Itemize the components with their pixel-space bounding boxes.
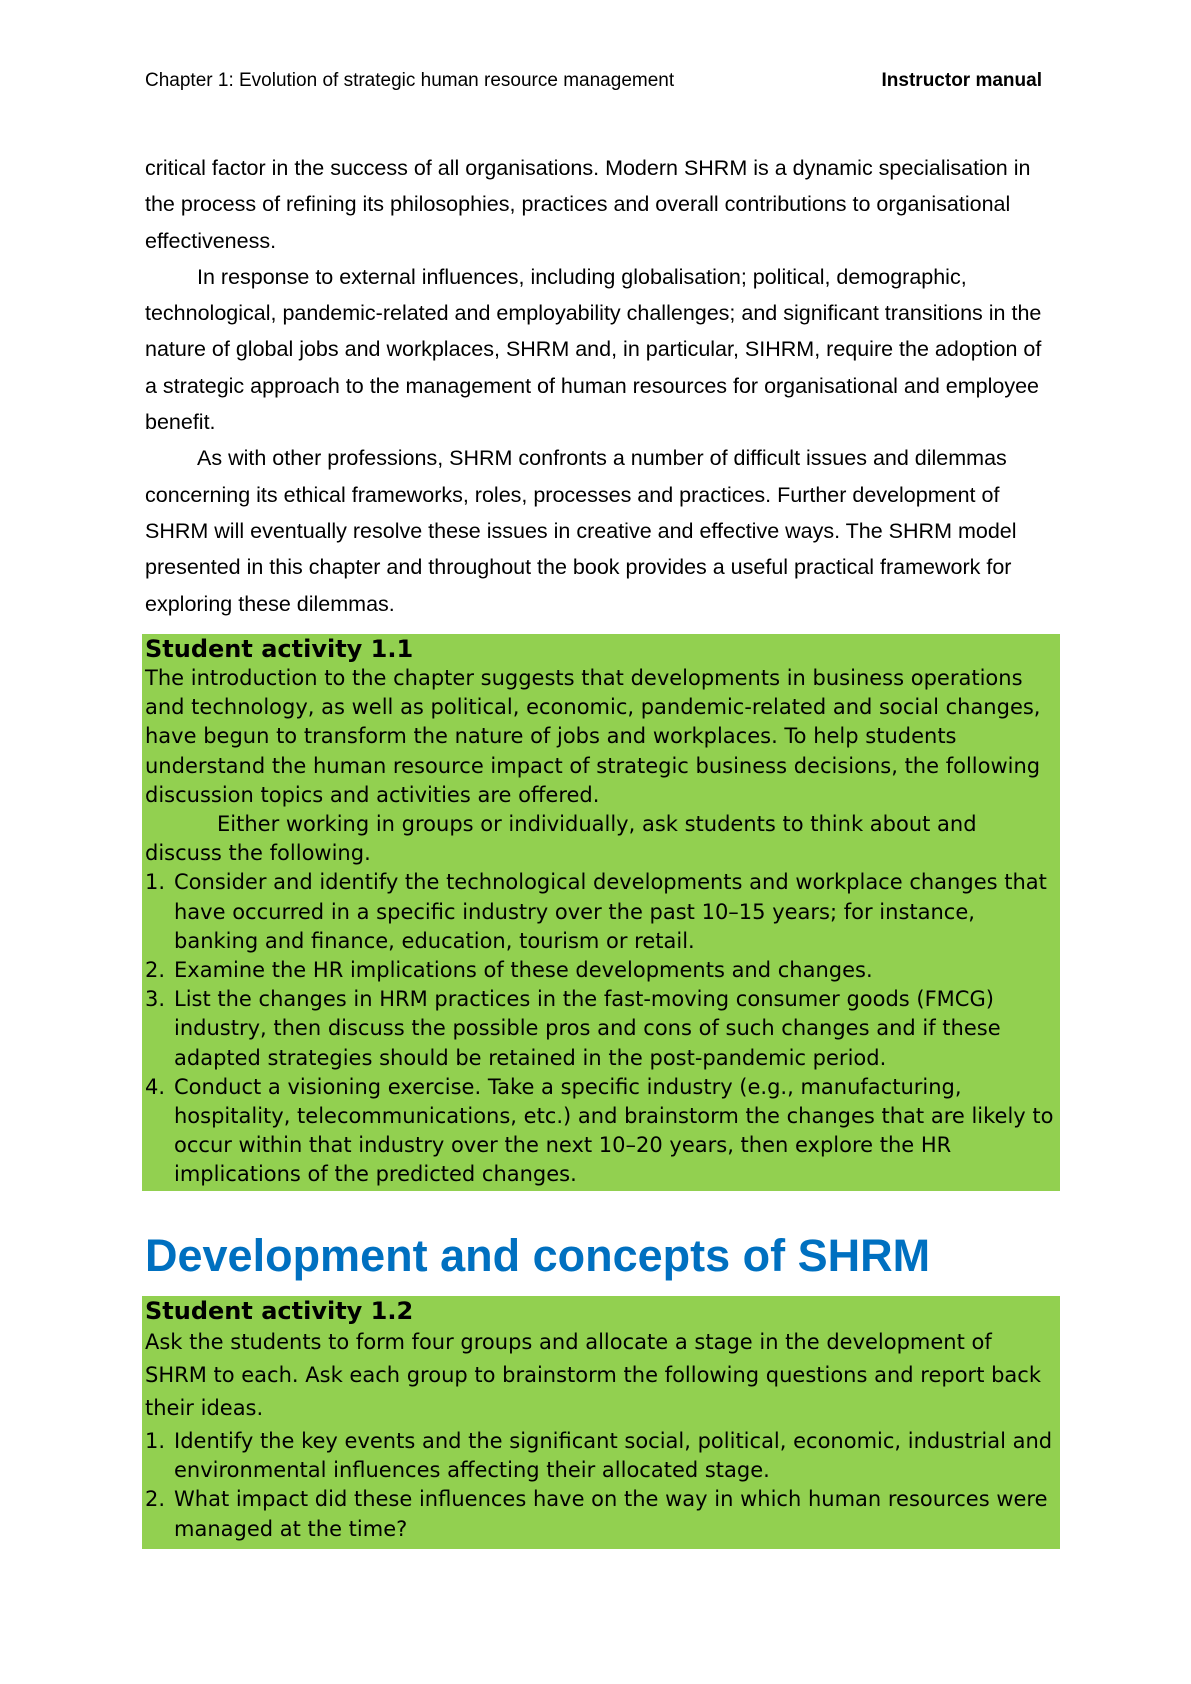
chapter-title: Chapter 1: Evolution of strategic human resource management [145,70,675,91]
manual-label: Instructor manual [881,70,1042,91]
student-activity-box [142,1296,1060,1549]
activity-list [145,868,1057,1189]
body-paragraph: As with other professions, SHRM confronts a number of difficult issues and dilemmas concerning its ethical frameworks, roles, processes and practices. Further development of SHRM will eventually resolve these issues in creative and effective ways. The SHRM model presented in this chapter and throughout the book provides a useful practical framework for exploring these dilemmas. [145,446,1017,616]
activity-intro: Ask the students to form four groups and allocate a stage in the development of SHRM to each. Ask each group to brainstorm the following questions and report back their ideas. [145,1330,1042,1420]
list-number: 1. [145,870,166,895]
list-number: 2. [145,958,166,983]
list-item [145,1073,1057,1190]
list-number: 2. [145,1487,166,1512]
body-text [145,150,1045,622]
list-item-text: Identify the key events and the significant social, political, economic, industrial and environmental influences affecting their allocated stage. [174,1429,1053,1483]
list-number: 3. [145,987,166,1012]
list-item-text: List the changes in HRM practices in the fast-moving consumer goods (FMCG) industry, then discuss the possible pros and cons of such changes and if these adapted strategies should be retained in the post-pandemic period. [174,987,1001,1070]
activity-list [145,1427,1057,1544]
body-paragraph: critical factor in the success of all organisations. Modern SHRM is a dynamic specialisation in the process of refining its philosophies, practices and overall contributions to organisational effectiveness. [145,156,1031,253]
list-number: 4. [145,1074,166,1099]
section-heading: Development and concepts of SHRM [145,1230,931,1281]
list-number: 1. [145,1429,166,1453]
activity-title: Student activity 1.1 [145,635,414,663]
list-item-text: Consider and identify the technological developments and workplace changes that have occurred in a specific industry over the past 10–15 years; for instance, banking and finance, education, tourism or retail. [174,870,1047,953]
list-item [145,985,1057,1073]
activity-instruction: Either working in groups or individually, ask students to think about and discuss the following. [145,812,977,866]
list-item [145,868,1057,956]
activity-intro: The introduction to the chapter suggests that developments in business operations and technology, as well as political, economic, pandemic-related and social changes, have begun to transform the nature of jobs and workplaces. To help students understand the human resource impact of strategic business decisions, the following discussion topics and activities are offered. [145,666,1041,807]
list-item [145,956,1057,985]
list-item [145,1427,1057,1485]
body-paragraph: In response to external influences, including globalisation; political, demographic, technological, pandemic-related and employability challenges; and significant transitions in the nature of global jobs and workplaces, SHRM and, in particular, SIHRM, require the adoption of a strategic approach to the management of human resources for organisational and employee benefit. [145,264,1042,435]
list-item-text: What impact did these influences have on the way in which human resources were managed at the time? [174,1487,1048,1541]
activity-title: Student activity 1.2 [145,1297,414,1325]
list-item-text: Conduct a visioning exercise. Take a specific industry (e.g., manufacturing, hospitality, telecommunications, etc.) and brainstorm the changes that are likely to occur within that industry over the next 10–20 years, then explore the HR implications of the predicted changes. [174,1074,1054,1187]
page-header [145,70,1042,98]
list-item [145,1485,1057,1543]
list-item-text: Examine the HR implications of these developments and changes. [174,958,873,983]
student-activity-box [142,634,1060,1191]
